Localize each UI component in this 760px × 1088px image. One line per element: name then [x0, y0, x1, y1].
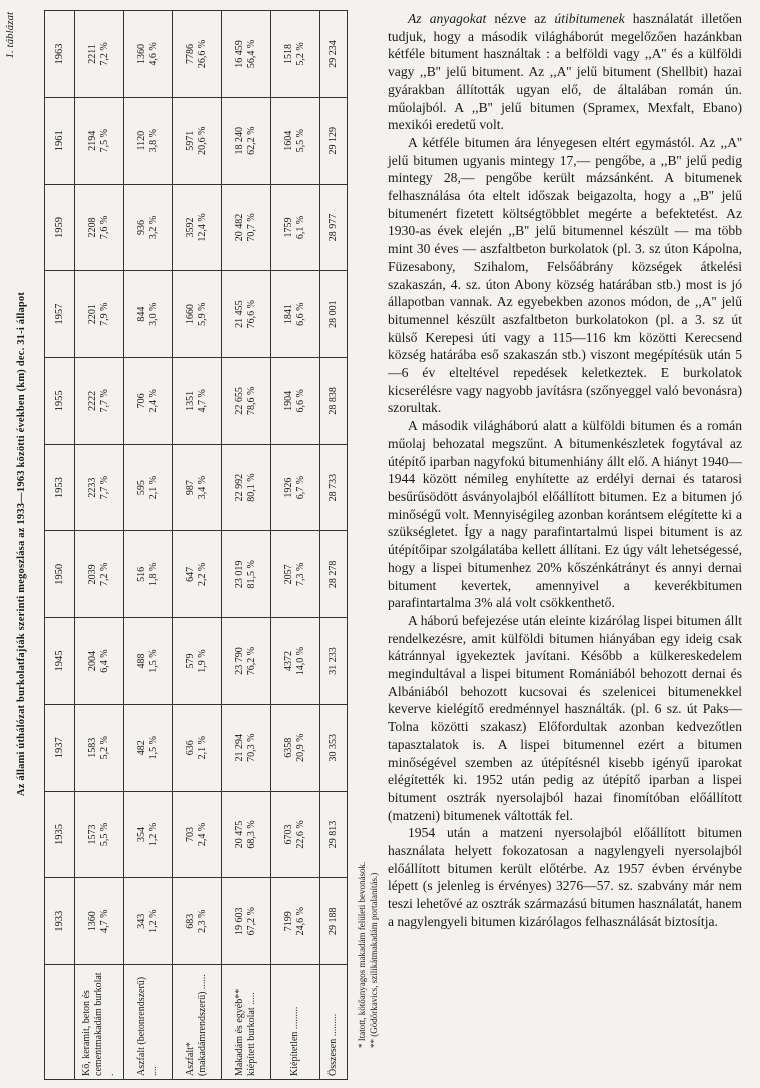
- table-cell: [173, 618, 222, 705]
- cell-percent: 3,4 %: [197, 475, 208, 500]
- cell-percent: 1,2 %: [148, 822, 159, 847]
- header-corner: [45, 965, 75, 1080]
- table-row: [173, 11, 222, 1080]
- cell-km: 21 455: [234, 300, 245, 328]
- cell-percent: 14,0 %: [295, 646, 306, 676]
- cell-percent: 1,2 %: [148, 909, 159, 933]
- cell-km: 1904: [283, 390, 294, 411]
- year-header: 1933: [45, 878, 75, 965]
- total-cell: 28 733: [320, 444, 348, 531]
- table-cell: [173, 444, 222, 531]
- table-cell: [124, 184, 173, 271]
- cell-percent: 1,9 %: [197, 649, 208, 673]
- total-cell: 29 234: [320, 11, 348, 98]
- cell-percent: 12,4 %: [197, 213, 208, 242]
- cell-percent: 6,6 %: [295, 302, 306, 326]
- table-cell: [271, 704, 320, 791]
- table-cell: [124, 271, 173, 358]
- table-cell: [75, 878, 124, 965]
- cell-percent: 78,6 %: [246, 386, 257, 416]
- cell-percent: 3,8 %: [148, 129, 159, 153]
- cell-km: 19 603: [234, 907, 245, 935]
- cell-percent: 68,3 %: [246, 820, 257, 849]
- cell-percent: 6,4 %: [99, 649, 110, 673]
- year-header: 1957: [45, 271, 75, 358]
- cell-km: 2208: [87, 217, 98, 238]
- year-header: 1953: [45, 444, 75, 531]
- table-row: [75, 11, 124, 1080]
- row-label: Makadám és egyéb** kiépített burkolat .....: [222, 965, 271, 1080]
- cell-percent: 81,5 %: [246, 560, 257, 589]
- cell-percent: 67,2 %: [246, 907, 257, 936]
- table-cell: [271, 618, 320, 705]
- paragraph: A háború befejezése után eleinte kizárólag lispei bitumen állt rendelkezésre, amit külföldi bitumen hiányában egy ideig csak kátránnyal igyekeztek javítani. Később a külkereskedelem megindultával a lispei bitument Romániából behozott dernai és Albániából behozott kucsovai és szelenicei bitumenekkel keverve kielégítő eredménnyel használták. (pl. 6 sz. út Paks—Tolna közötti szakasz) Előfordultak azonban kedvezőtlen tapasztalatok is. A lispei bitumennel ezért a bitumen minőségével szemben az útépítésnél kisebb igényű iparokat elégítették ki. 1952 után pedig az útépítő iparban a lispei bitument osztrák nyersolajból hazai finomítóban előállított (matzeni) bitumenek váltották fel.: [388, 612, 742, 823]
- total-cell: 29 129: [320, 97, 348, 184]
- cell-km: 5971: [185, 130, 196, 151]
- table-cell: [222, 358, 271, 445]
- cell-percent: 7,2 %: [99, 42, 110, 66]
- cell-km: 844: [136, 306, 147, 322]
- cell-km: 6358: [283, 737, 294, 758]
- table-cell: [271, 531, 320, 618]
- year-header: 1937: [45, 704, 75, 791]
- table-cell: [173, 358, 222, 445]
- paragraph: 1954 után a matzeni nyersolajból előállított bitumen használata helyett fokozatosan a nagylengyeli nyersolajból előállított bitumen került előtérbe. Az 1957 évben érvénybe lépett (s jelenleg is érvényes) 3276—57. sz. szabvány már nem teszi lehetővé az osztrák származású bitumen használatát, hanem a nagylengyeli bitumen kizárólagos felhasználását biztosítja.: [388, 825, 742, 929]
- row-label: Aszfalt (betonrendszerű) ....: [124, 965, 173, 1080]
- table-cell: [124, 791, 173, 878]
- table-cell: [173, 878, 222, 965]
- cell-percent: 56,4 %: [246, 39, 257, 69]
- table-cell: [75, 358, 124, 445]
- table-row: [222, 11, 271, 1080]
- total-cell: 30 353: [320, 704, 348, 791]
- table-cell: [271, 184, 320, 271]
- cell-km: 1120: [136, 130, 147, 151]
- cell-percent: 4,6 %: [148, 42, 159, 66]
- cell-km: 7786: [185, 43, 196, 64]
- cell-percent: 6,6 %: [295, 389, 306, 413]
- cell-percent: 5,9 %: [197, 302, 208, 326]
- row-label: Kiépítetlen .........: [271, 965, 320, 1080]
- total-cell: 29 188: [320, 878, 348, 965]
- cell-km: 647: [185, 566, 196, 582]
- cell-km: 488: [136, 653, 147, 669]
- cell-km: 20 475: [234, 820, 245, 849]
- footnote: ** (Gödörkavics, szilikátmakadám portalanítás.): [369, 872, 379, 1048]
- cell-percent: 7,2 %: [99, 562, 110, 586]
- table-cell: [75, 791, 124, 878]
- table-cell: [222, 271, 271, 358]
- paragraph: A kétféle bitumen ára lényegesen eltért egymástól. Az ,,A'' jelű bitumen ugyanis mintegy 17,— pengőbe, a ,,B'' jelű pedig mintegy 28,— pengőbe került mázsánként. A bitumenek felhasználása óta eltelt időszak beigazolta, hogy a ,,B'' jelű bitumenért fizetett költségtöbblet megérte a befektetést. Az 1930-as évek elején ,,B'' jelű bitumennel készült — ma több mint 30 éves — aszfaltbeton burkolatok (pl. 3. sz úton Kápolna, Füzesabony, Szihalom, Felsőábrány községek átkelési szakaszán, 4. sz. úton Abony község határában stb.) most is jó állapotban vannak. Az egyebekben azonos módon, de ,,A'' jelű bitumennel készült aszfaltbeton burkolatokon (pl. a 3. sz út külső Kerepesi úti vagy a 115—116 km közötti Kerecsend község határába eső szakaszán stb.) viszont megépítésük után 5—6 év elteltével repedések keletkeztek. E burkolatok kicserélésre vagy nagyobb javításra (szőnyeggel való bevonásra) szorultak.: [388, 134, 742, 416]
- cell-percent: 26,6 %: [197, 39, 208, 69]
- cell-percent: 4,7 %: [99, 909, 110, 933]
- cell-km: 1841: [283, 304, 294, 325]
- cell-percent: 24,6 %: [295, 907, 306, 936]
- cell-km: 2233: [87, 477, 98, 498]
- table-cell: [173, 531, 222, 618]
- cell-percent: 7,9 %: [99, 302, 110, 326]
- table-title: Az állami úthálózat burkolatfajták szerinti megoszlása az 1933—1963 közötti években (km) dec. 31-i állapot: [16, 291, 27, 797]
- total-row: [320, 11, 348, 1080]
- table-cell: [75, 11, 124, 98]
- cell-percent: 6,1 %: [295, 215, 306, 240]
- table-cell: [124, 97, 173, 184]
- cell-km: 18 240: [234, 126, 245, 155]
- cell-percent: 76,2 %: [246, 646, 257, 676]
- cell-km: 23 790: [234, 647, 245, 675]
- cell-percent: 2,1 %: [148, 475, 159, 500]
- table-cell: [124, 358, 173, 445]
- cell-km: 7199: [283, 911, 294, 932]
- road-surface-table: [44, 10, 348, 1080]
- cell-km: 683: [185, 913, 196, 929]
- total-cell: 31 233: [320, 618, 348, 705]
- cell-km: 2057: [283, 564, 294, 585]
- paragraph: A második világháború alatt a külföldi bitumen és a román műolaj behozatal megszűnt. A bitumenkészletek fogytával az útépítő iparban nagyfokú bitumenhiány állt elő. A hiányt 1940—1944 között némileg enyhítette az erdélyi dernai és tatarosi besűrűsödött ásványolajból előállított bitumen. Ez a bitumen jó minőségű volt. Mennyiségileg azonban korántsem elégítette ki a szükségletet. Így a nagy parafintartalmú lispei bitument is az útépítőipar szolgálatába kellett állítani. Ez úgy vált lehetségessé, hogy a lispei bitumenhez 20% kőszénkátrányt és annyi dernai bitument kevertek, amennyivel a keverékbitumen parafintartalma 3% alá volt csökkenthető.: [388, 418, 742, 611]
- row-label: Aszfalt* (makadámrendszerű) ......: [173, 965, 222, 1080]
- table-cell: [124, 11, 173, 98]
- cell-km: 1583: [87, 737, 98, 758]
- table-cell: [271, 791, 320, 878]
- cell-percent: 7,3 %: [295, 562, 306, 586]
- cell-km: 23 019: [234, 560, 245, 589]
- cell-percent: 2,3 %: [197, 909, 208, 933]
- cell-percent: 20,9 %: [295, 733, 306, 762]
- cell-percent: 80,1 %: [246, 473, 257, 502]
- cell-percent: 5,2 %: [295, 42, 306, 66]
- table-cell: [271, 444, 320, 531]
- cell-percent: 7,7 %: [99, 475, 110, 500]
- cell-percent: 3,2 %: [148, 215, 159, 240]
- table-cell: [75, 531, 124, 618]
- total-cell: 28 001: [320, 271, 348, 358]
- cell-km: 22 992: [234, 473, 245, 502]
- cell-km: 987: [185, 480, 196, 496]
- table-cell: [124, 878, 173, 965]
- cell-km: 2194: [87, 130, 98, 151]
- cell-percent: 20,6 %: [197, 126, 208, 155]
- cell-percent: 3,0 %: [148, 302, 159, 326]
- footnote: * Itatott, kötőanyagos makadám felületi bevonások.: [357, 861, 367, 1048]
- table-cell: [124, 531, 173, 618]
- cell-km: 343: [136, 913, 147, 929]
- cell-km: 2201: [87, 304, 98, 325]
- cell-km: 21 294: [234, 734, 245, 762]
- table-cell: [271, 271, 320, 358]
- cell-percent: 2,1 %: [197, 736, 208, 760]
- year-header-row: [45, 11, 75, 1080]
- cell-km: 6703: [283, 824, 294, 845]
- table-cell: [222, 618, 271, 705]
- cell-km: 2004: [87, 651, 98, 672]
- cell-km: 2039: [87, 564, 98, 585]
- cell-km: 706: [136, 393, 147, 409]
- table-footnotes: [356, 862, 380, 1048]
- cell-km: 703: [185, 826, 196, 842]
- table-cell: [271, 11, 320, 98]
- table-cell: [124, 444, 173, 531]
- cell-percent: 4,7 %: [197, 389, 208, 413]
- total-cell: 29 813: [320, 791, 348, 878]
- cell-percent: 7,6 %: [99, 215, 110, 240]
- cell-km: 1360: [136, 43, 147, 64]
- table-row: [124, 11, 173, 1080]
- table-cell: [173, 184, 222, 271]
- cell-km: 1660: [185, 304, 196, 325]
- year-header: 1963: [45, 11, 75, 98]
- table-cell: [75, 618, 124, 705]
- cell-km: 1604: [283, 130, 294, 151]
- table-cell: [173, 97, 222, 184]
- cell-percent: 2,4 %: [197, 822, 208, 847]
- table-cell: [75, 97, 124, 184]
- cell-km: 16 459: [234, 40, 245, 68]
- cell-percent: 6,7 %: [295, 475, 306, 500]
- table-row: [271, 11, 320, 1080]
- table-cell: [222, 444, 271, 531]
- total-label: Összesen .........: [320, 965, 348, 1080]
- cell-percent: 2,4 %: [148, 389, 159, 413]
- cell-km: 2211: [87, 44, 98, 64]
- row-label: Kő, keramit, beton és cementmakadám burkolat .: [75, 965, 124, 1080]
- table-cell: [271, 878, 320, 965]
- cell-km: 482: [136, 740, 147, 756]
- cell-percent: 1,5 %: [148, 736, 159, 760]
- year-header: 1959: [45, 184, 75, 271]
- year-header: 1955: [45, 358, 75, 445]
- cell-km: 3592: [185, 217, 196, 238]
- total-cell: 28 278: [320, 531, 348, 618]
- cell-km: 20 482: [234, 213, 245, 242]
- table-cell: [271, 358, 320, 445]
- table-cell: [222, 11, 271, 98]
- article-text-column: [388, 10, 742, 931]
- cell-km: 595: [136, 480, 147, 496]
- cell-percent: 5,5 %: [295, 129, 306, 153]
- table-cell: [222, 531, 271, 618]
- cell-percent: 1,8 %: [148, 562, 159, 586]
- table-cell: [75, 704, 124, 791]
- table-cell: [173, 271, 222, 358]
- table-cell: [173, 791, 222, 878]
- table-cell: [173, 704, 222, 791]
- table-cell: [222, 704, 271, 791]
- cell-percent: 1,5 %: [148, 649, 159, 673]
- cell-percent: 7,7 %: [99, 389, 110, 413]
- cell-km: 1573: [87, 824, 98, 845]
- cell-km: 516: [136, 566, 147, 582]
- table-cell: [124, 704, 173, 791]
- year-header: 1950: [45, 531, 75, 618]
- cell-km: 936: [136, 219, 147, 235]
- cell-km: 1926: [283, 477, 294, 498]
- table-cell: [124, 618, 173, 705]
- table-cell: [222, 184, 271, 271]
- cell-km: 2222: [87, 390, 98, 411]
- cell-percent: 5,5 %: [99, 822, 110, 847]
- table-cell: [222, 97, 271, 184]
- table-cell: [271, 97, 320, 184]
- cell-km: 354: [136, 826, 147, 842]
- cell-km: 22 655: [234, 387, 245, 415]
- cell-km: 1360: [87, 911, 98, 932]
- cell-percent: 5,2 %: [99, 736, 110, 760]
- cell-percent: 2,2 %: [197, 562, 208, 586]
- cell-percent: 76,6 %: [246, 299, 257, 329]
- cell-percent: 22,6 %: [295, 820, 306, 849]
- cell-percent: 70,3 %: [246, 733, 257, 762]
- cell-percent: 62,2 %: [246, 126, 257, 155]
- year-header: 1945: [45, 618, 75, 705]
- cell-km: 636: [185, 740, 196, 756]
- total-cell: 28 977: [320, 184, 348, 271]
- table-cell: [222, 878, 271, 965]
- table-cell: [75, 444, 124, 531]
- cell-km: 579: [185, 653, 196, 669]
- cell-percent: 70,7 %: [246, 213, 257, 242]
- cell-km: 1518: [283, 43, 294, 64]
- total-cell: 28 838: [320, 358, 348, 445]
- table-cell: [173, 11, 222, 98]
- table-cell: [75, 271, 124, 358]
- cell-km: 4372: [283, 651, 294, 672]
- table-label: 1. táblázat: [4, 12, 16, 59]
- table-cell: [75, 184, 124, 271]
- cell-km: 1351: [185, 390, 196, 411]
- year-header: 1935: [45, 791, 75, 878]
- cell-percent: 7,5 %: [99, 129, 110, 153]
- cell-km: 1759: [283, 217, 294, 238]
- paragraph: Az anyagokat nézve az útibitumenek használatát illetően tudjuk, hogy a második világháborút megelőzően hazánkban kétféle bitument használtak : a belföldi vagy ,,A'' és a külföldi vagy ,,B'' jelű bitument. Az ,,A'' jelű bitument (Shellbit) hazai gyárakban állították ugyan elő, de általában román ún. műolajból. A ,,B'' jelű bitumen (Spramex, Mexfalt, Ebano) mexikói eredetű volt.: [388, 11, 742, 133]
- table-cell: [222, 791, 271, 878]
- year-header: 1961: [45, 97, 75, 184]
